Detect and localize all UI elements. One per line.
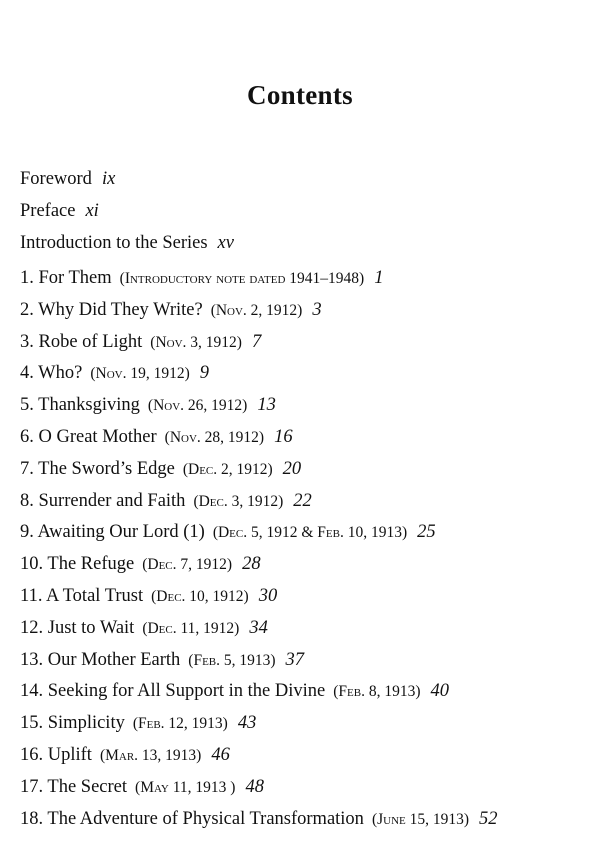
entry-page-number: 30 xyxy=(258,585,278,606)
entry-date-note: (Dec. 11, 1912) xyxy=(142,619,240,637)
entry-page-number: 40 xyxy=(430,681,449,702)
toc-entry xyxy=(20,772,590,804)
entry-page-number: 1 xyxy=(374,268,384,288)
entry-page-number: 9 xyxy=(199,363,209,384)
entry-page-number: ix xyxy=(101,169,116,189)
entry-title: 14. Seeking for All Support in the Divine xyxy=(20,681,326,702)
toc-entry xyxy=(20,422,590,454)
entry-date-note: (Nov. 3, 1912) xyxy=(150,333,242,351)
entry-date-note: (Dec. 5, 1912 & Feb. 10, 1913) xyxy=(212,524,408,542)
toc-entry xyxy=(20,454,590,486)
entry-title: 15. Simplicity xyxy=(20,713,125,734)
entry-date-note: (Dec. 3, 1912) xyxy=(193,492,284,510)
entry-title: Foreword xyxy=(20,169,92,189)
entry-page-number: 46 xyxy=(211,744,230,765)
toc-entry xyxy=(20,164,590,196)
toc-entry xyxy=(20,263,590,295)
toc-entry xyxy=(20,676,590,708)
entry-title: 16. Uplift xyxy=(20,744,92,765)
entry-title: 10. The Refuge xyxy=(20,554,135,575)
entry-title: 4. Who? xyxy=(20,363,83,384)
entry-page-number: 25 xyxy=(417,522,436,543)
entry-title: 7. The Sword’s Edge xyxy=(20,458,175,479)
entry-title: 1. For Them xyxy=(20,268,112,288)
entry-title: 13. Our Mother Earth xyxy=(20,649,181,670)
entry-date-note: (Dec. 10, 1912) xyxy=(151,587,249,605)
entry-title: 9. Awaiting Our Lord (1) xyxy=(20,522,205,543)
entry-date-note: (Feb. 5, 1913) xyxy=(188,651,276,669)
toc-entry xyxy=(20,196,590,228)
toc-entry xyxy=(20,613,590,645)
toc-entry xyxy=(20,708,590,740)
entry-date-note: (June 15, 1913) xyxy=(371,810,470,828)
entry-page-number: 3 xyxy=(312,299,322,320)
front-matter-list xyxy=(20,164,590,260)
toc-entry xyxy=(20,645,590,677)
toc-entry xyxy=(20,581,590,613)
entry-title: 6. O Great Mother xyxy=(20,426,157,447)
toc-entry xyxy=(20,295,590,327)
entry-date-note: (Nov. 19, 1912) xyxy=(90,365,190,383)
entry-page-number: 37 xyxy=(285,649,305,670)
toc-entry xyxy=(20,517,590,549)
entry-date-note: (May 11, 1913 ) xyxy=(135,778,236,796)
entry-date-note: (Feb. 12, 1913) xyxy=(132,715,228,733)
toc-entry xyxy=(20,740,590,772)
chapter-list xyxy=(20,263,590,835)
entry-title: 17. The Secret xyxy=(20,776,128,797)
entry-title: 5. Thanksgiving xyxy=(20,395,140,416)
entry-page-number: 34 xyxy=(249,617,268,638)
entry-date-note: (Nov. 28, 1912) xyxy=(164,428,265,446)
entry-page-number: 48 xyxy=(245,776,264,797)
entry-title: 3. Robe of Light xyxy=(20,331,143,352)
entry-date-note: (Feb. 8, 1913) xyxy=(333,683,421,701)
table-of-contents xyxy=(20,164,590,835)
entry-title: 18. The Adventure of Physical Transformation xyxy=(20,808,364,829)
entry-page-number: 43 xyxy=(237,713,257,734)
entry-page-number: 13 xyxy=(257,395,276,416)
entry-date-note: (Nov. 26, 1912) xyxy=(147,397,248,415)
entry-page-number: 7 xyxy=(251,331,262,352)
entry-date-note: (Introductory note dated 1941–1948) xyxy=(119,270,365,287)
entry-date-note: (Dec. 2, 1912) xyxy=(182,460,273,478)
entry-title: Preface xyxy=(20,201,76,221)
entry-date-note: (Nov. 2, 1912) xyxy=(210,301,303,319)
entry-page-number: xi xyxy=(85,201,99,221)
toc-entry xyxy=(20,228,590,260)
entry-page-number: 20 xyxy=(282,458,302,479)
entry-page-number: 28 xyxy=(242,554,261,575)
entry-date-note: (Dec. 7, 1912) xyxy=(142,556,233,574)
entry-title: 11. A Total Trust xyxy=(20,585,144,606)
entry-title: Introduction to the Series xyxy=(20,233,208,253)
entry-title: 12. Just to Wait xyxy=(20,617,135,638)
entry-page-number: 22 xyxy=(293,490,312,511)
page-title: Contents xyxy=(247,80,353,110)
entry-page-number: 16 xyxy=(274,426,293,447)
toc-entry xyxy=(20,486,590,518)
toc-entry xyxy=(20,327,590,359)
toc-entry xyxy=(20,804,590,836)
entry-page-number: 52 xyxy=(479,808,498,829)
entry-title: 8. Surrender and Faith xyxy=(20,490,186,511)
toc-entry xyxy=(20,390,590,422)
toc-entry xyxy=(20,549,590,581)
entry-page-number: xv xyxy=(217,233,234,253)
toc-entry xyxy=(20,358,590,390)
entry-title: 2. Why Did They Write? xyxy=(20,299,203,320)
entry-date-note: (Mar. 13, 1913) xyxy=(99,746,202,764)
